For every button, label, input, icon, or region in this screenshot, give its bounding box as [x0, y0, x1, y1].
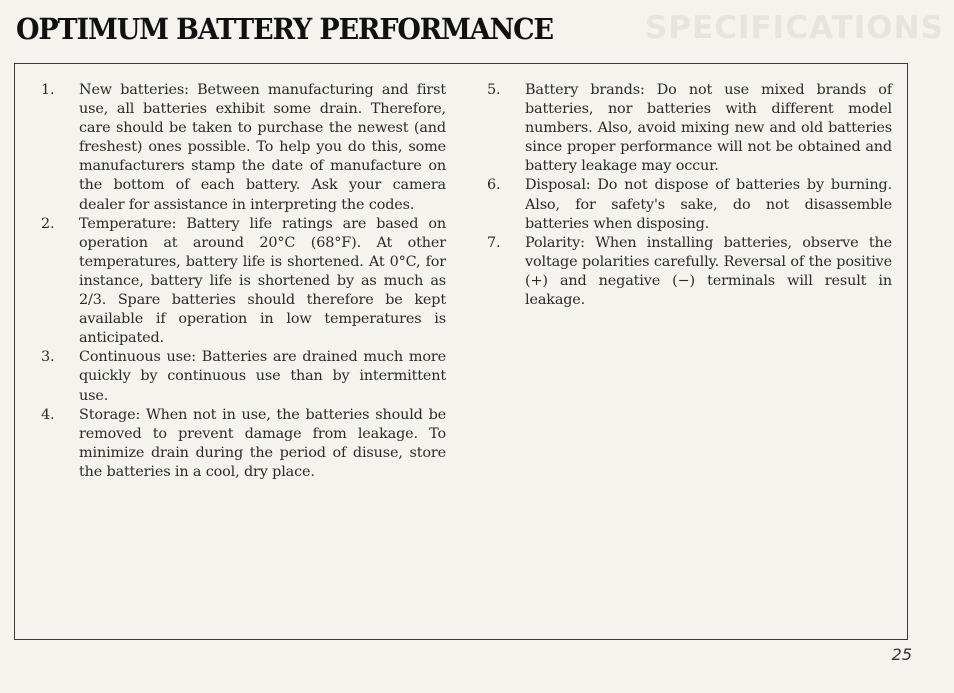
- left-column: [41, 81, 446, 482]
- list-item: [487, 81, 892, 176]
- faded-heading: SPECIFICATIONS: [645, 10, 944, 46]
- list-item: [487, 176, 892, 233]
- item-number: 1.: [41, 82, 55, 98]
- content-box: [14, 63, 908, 640]
- item-number: 2.: [41, 215, 55, 232]
- item-text: Temperature: Battery life ratings are based on operation at around 20°C (68°F). At other temperatures, battery life is shortened. At 0°C, for instance, battery life is shortened by as much as 2/3. Spare batteries should therefore be kept available if operation in low temperatures is anticipated.: [79, 215, 446, 347]
- item-number: 5.: [487, 82, 501, 98]
- item-number: 7.: [487, 234, 501, 251]
- item-text: Continuous use: Batteries are drained much more quickly by continuous use than by intermittent use.: [79, 349, 446, 404]
- list-item: [41, 348, 446, 405]
- list-item: [41, 215, 446, 349]
- list-item: [41, 406, 446, 482]
- item-number: 3.: [41, 349, 55, 366]
- item-text: Disposal: Do not dispose of batteries by burning. Also, for safety's sake, do not disassemble batteries when disposing.: [525, 177, 892, 232]
- list-item: [487, 234, 892, 310]
- page-number: 25: [891, 645, 912, 664]
- page-title: OPTIMUM BATTERY PERFORMANCE: [16, 12, 553, 46]
- item-number: 6.: [487, 177, 501, 194]
- item-number: 4.: [41, 406, 55, 423]
- right-column: [487, 81, 892, 310]
- item-text: New batteries: Between manufacturing and first use, all batteries exhibit some drain. Therefore, care should be taken to purchase the newest (and freshest) ones possible. To help you do this, some manufacturers stamp the date of manufacture on the bottom of each battery. Ask your camera dealer for assistance in interpreting the codes.: [79, 82, 446, 213]
- item-text: Battery brands: Do not use mixed brands of batteries, nor batteries with different model numbers. Also, avoid mixing new and old batteries since proper performance will not be obtained and battery leakage may occur.: [525, 82, 892, 175]
- item-text: Polarity: When installing batteries, observe the voltage polarities carefully. Reversal of the positive (+) and negative (−) terminals will result in leakage.: [525, 234, 892, 309]
- list-item: [41, 81, 446, 215]
- item-text: Storage: When not in use, the batteries should be removed to prevent damage from leakage. To minimize drain during the period of disuse, store the batteries in a cool, dry place.: [79, 406, 446, 480]
